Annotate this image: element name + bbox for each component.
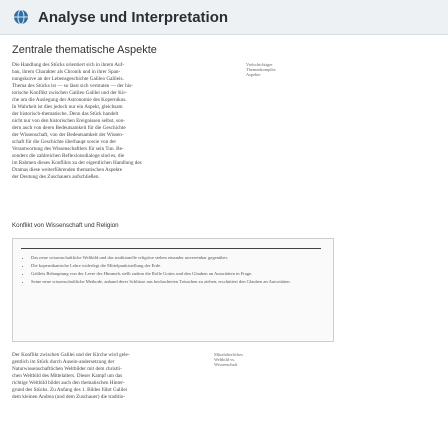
intro-line: im Rahmen dieses Konflikts zu der eigentlichen Handlung des	[12, 160, 142, 166]
conflict-line: dem kleinen Andrea (und dem Zuschauer) die traditio-	[12, 394, 126, 400]
intro-line: Die Handlung des Stücks orientiert sich in ihrem Auf-	[12, 62, 125, 68]
intro-paragraph	[12, 62, 242, 181]
intro-line: In Wahrheit ist dies jedoch nur ein Aspekt, gleichsam	[12, 104, 123, 110]
margin-note-2	[214, 352, 300, 368]
intro-line: Thema des Stücks ist — so lässt sich vermuten — der his-	[12, 83, 133, 89]
margin-note	[246, 62, 316, 78]
conflict-line: gentlich im Stück durch Ausein-andersetzung der	[12, 359, 115, 365]
intro-line: der Wissenschaft, von der Bedeutsamkeit der Wissen-	[12, 132, 124, 138]
conflict-line: grund des Stücks. Zu Anfang des 1. Bildes führt Galilei	[12, 387, 128, 393]
intro-line: der Deutung des Zuschauers aufschließen.	[12, 174, 100, 180]
summary-item: • Die kopernikanische Lehre widerlegt die Mittelpunktstellung der Erde.	[31, 263, 323, 269]
intro-line: schaft für die Geschichte überhaupt sowie von der	[12, 139, 117, 145]
margin-note-line: Mittelalterliches	[214, 352, 243, 357]
conflict-line: Der Konflikt zwischen Galilei und der Kirche wird gele-	[12, 352, 130, 358]
conflict-line: richtige Weltbild bildet auch den thematischen Hinter-	[12, 380, 125, 386]
intro-line: Dramas diese weiterführenden thematischen Aspekte	[12, 167, 123, 173]
conflict-paragraph	[12, 352, 208, 401]
intro-line: torische Konflikt zwischen Galileo Galilei und der Kir-	[12, 90, 127, 96]
summary-item: • Galileis Behauptung von der Leere des Himmels stellt zudem die Rolle Gottes und den Glauben an Autoritäten in Frage.	[31, 271, 323, 277]
intro-line: Verantwortung des Wissenschaftlers für sein Tun. Be-	[12, 146, 124, 152]
margin-note-line: Wissenschaft	[214, 362, 238, 368]
conflict-line: chen Weltbild des Mittelalters. Dieser Kampf um das	[12, 373, 123, 379]
box-divider	[21, 248, 321, 249]
margin-note-line: Themenkomplex	[246, 67, 276, 73]
summary-item: • Das neue wissenschaftliche Weltbild und das traditionelle religiöse stehen einander unvereinbar gegenüber.	[31, 255, 323, 261]
summary-box	[12, 238, 334, 342]
margin-note-line: Weltbild vs.	[214, 357, 236, 363]
intro-line: der historisch-thematische. Denn das Stück handelt	[12, 111, 119, 117]
section-header	[0, 0, 448, 35]
header-title: Analyse und Interpretation	[38, 8, 229, 26]
intro-line: sonders die zahlreichen Reflexionsdialoge sind es, die	[12, 153, 125, 159]
summary-list	[21, 255, 323, 287]
conflict-line: Naturwissenschaftlichen Weltbilder mit dem christli-	[12, 366, 122, 372]
section-heading: Konflikt von Wissenschaft und Religion	[12, 222, 119, 229]
margin-note-line: Vielschichtiger	[246, 62, 273, 67]
intro-line: bau, ihrem Charakter als Chronik und in ihrer Span-	[12, 69, 121, 75]
section-subtitle: Zentrale thematische Aspekte	[12, 44, 157, 56]
margin-note-line: Aspekte	[246, 72, 261, 78]
intro-line: che um die Auslegung der Astronomie des Kopernikus.	[12, 97, 127, 103]
intro-line: nungskurve an der Lebensgeschichte Galileo Galileis.	[12, 76, 124, 82]
intro-line: dern auch von deren Bedeutsamkeit für die Geschichte	[12, 125, 126, 131]
globe-icon	[12, 8, 30, 26]
summary-item: • Seine neue wissenschaftliche Methode, anhand derer Schlüsse aus beobachteten Tatsachen zu ziehen, erschüttert den Glauben an Autoritäten.	[31, 279, 323, 285]
intro-line: nicht nur von den historischen Ereignissen selbst, son-	[12, 118, 125, 124]
